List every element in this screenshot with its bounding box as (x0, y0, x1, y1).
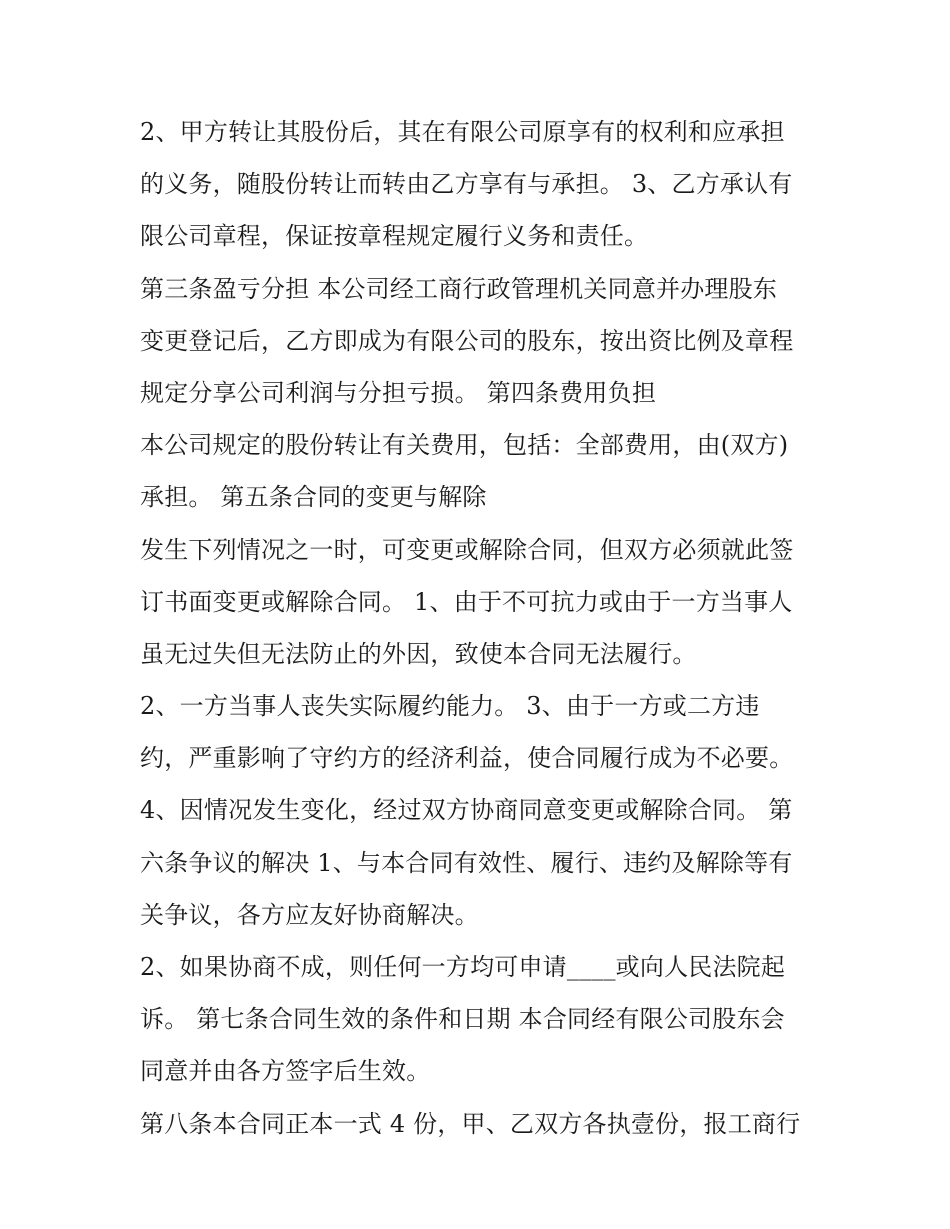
text-line: 诉。 第七条合同生效的条件和日期 本合同经有限公司股东会 (140, 1005, 785, 1034)
text-line: 本公司规定的股份转让有关费用，包括：全部费用，由(双方) (140, 431, 789, 460)
text-line: 规定分享公司利润与分担亏损。 第四条费用负担 (140, 378, 657, 407)
text-line: 2、一方当事人丧失实际履约能力。 3、由于一方或二方违 (140, 692, 760, 721)
document-body (140, 106, 820, 1150)
text-line: 变更登记后，乙方即成为有限公司的股东，按出资比例及章程 (140, 326, 794, 355)
text-line: 六条争议的解决 1、与本合同有效性、履行、违约及解除等有 (140, 848, 793, 877)
text-line: 同意并由各方签字后生效。 (140, 1057, 431, 1086)
text-line: 4、因情况发生变化，经过双方协商同意变更或解除合同。 第 (140, 796, 793, 825)
text-line: 的义务，随股份转让而转由乙方享有与承担。 3、乙方承认有 (140, 170, 793, 199)
text-line: 2、如果协商不成，则任何一方均可申请____或向人民法院起 (140, 953, 786, 981)
text-line: 限公司章程，保证按章程规定履行义务和责任。 (140, 222, 649, 251)
text-line: 第三条盈亏分担 本公司经工商行政管理机关同意并办理股东 (140, 274, 778, 303)
text-line: 发生下列情况之一时，可变更或解除合同，但双方必须就此签 (140, 535, 794, 564)
text-line: 2、甲方转让其股份后，其在有限公司原享有的权利和应承担 (140, 118, 785, 146)
text-line: 关争议，各方应友好协商解决。 (140, 900, 479, 929)
text-line: 承担。 第五条合同的变更与解除 (140, 483, 487, 512)
text-line: 第八条本合同正本一式 4 份，甲、乙双方各执壹份，报工商行 (140, 1109, 801, 1138)
text-line: 订书面变更或解除合同。 1、由于不可抗力或由于一方当事人 (140, 587, 793, 616)
text-line: 约，严重影响了守约方的经济利益，使合同履行成为不必要。 (140, 744, 794, 773)
text-line: 虽无过失但无法防止的外因，致使本合同无法履行。 (140, 639, 697, 668)
